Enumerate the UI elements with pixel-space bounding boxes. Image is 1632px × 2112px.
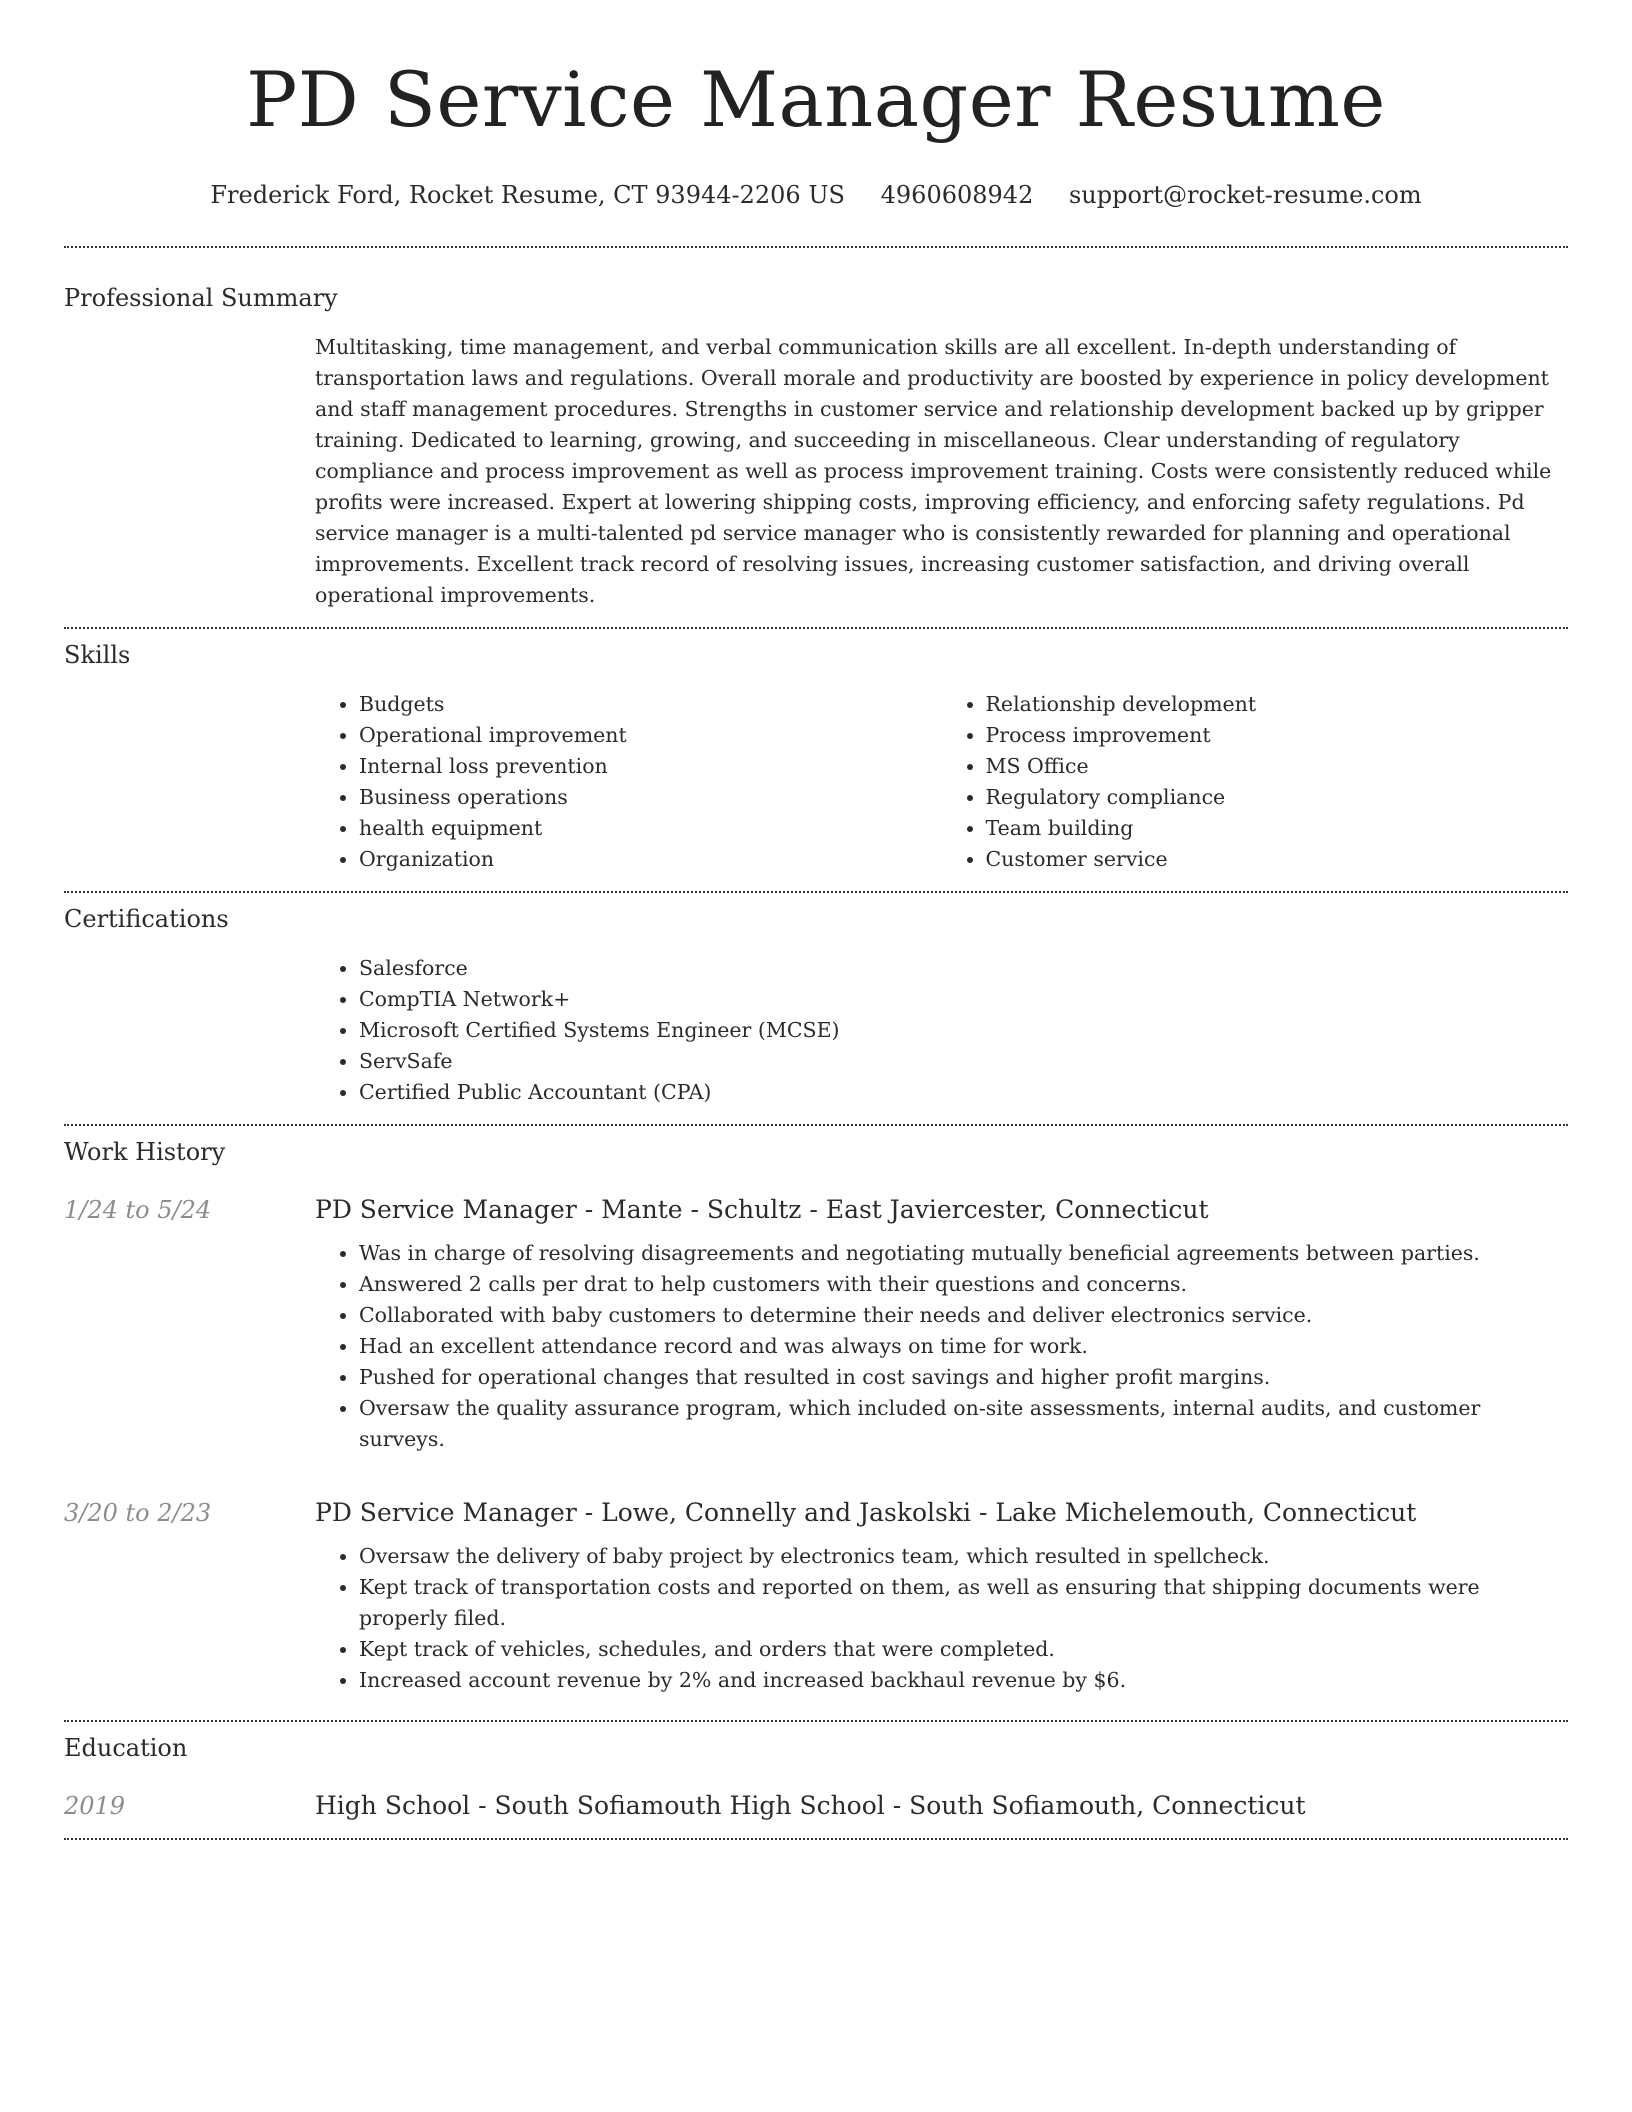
skills-list-right	[942, 689, 1569, 875]
education-entry	[64, 1790, 1568, 1822]
skills-heading: Skills	[64, 641, 131, 669]
certification-item: • Salesforce	[359, 953, 1568, 984]
certifications-body	[315, 953, 1568, 1108]
skills-list-left	[315, 689, 942, 875]
divider	[64, 1838, 1568, 1840]
job-duty: • Pushed for operational changes that resulted in cost savings and higher profit margins.	[359, 1362, 1568, 1393]
job-dates: 3/20 to 2/23	[64, 1499, 212, 1527]
job-duty: • Oversaw the delivery of baby project by electronics team, which resulted in spellcheck.	[359, 1541, 1568, 1572]
job-dates: 1/24 to 5/24	[64, 1196, 212, 1224]
certifications-section	[64, 893, 1568, 1124]
job-entry	[64, 1194, 1568, 1463]
job-duty: • Kept track of transportation costs and reported on them, as well as ensuring that shipping documents were properly filed.	[359, 1572, 1568, 1634]
skill-item: • Relationship development	[986, 689, 1569, 720]
job-duty: • Increased account revenue by 2% and increased backhaul revenue by $6.	[359, 1665, 1568, 1696]
skill-item: • Process improvement	[986, 720, 1569, 751]
job-header	[64, 1497, 1568, 1529]
job-duty: • Was in charge of resolving disagreements and negotiating mutually beneficial agreements between parties.	[359, 1238, 1568, 1269]
job-header	[64, 1194, 1568, 1226]
resume-title: PD Service Manager Resume	[246, 55, 1386, 144]
job-duty-list	[315, 1541, 1568, 1696]
summary-text: Multitasking, time management, and verbal communication skills are all excellent. In-depth understanding of transportation laws and regulations. Overall morale and productivity are boosted by experience in policy development and staff management procedures. Strengths in customer service and relationship development backed up by gripper training. Dedicated to learning, growing, and succeeding in miscellaneous. Clear understanding of regulatory compliance and process improvement as well as process improvement training. Costs were consistently reduced while profits were increased. Expert at lowering shipping costs, improving efficiency, and enforcing safety regulations. Pd service manager is a multi-talented pd service manager who is consistently rewarded for planning and operational improvements. Excellent track record of resolving issues, increasing customer satisfaction, and driving overall operational improvements.	[315, 335, 1552, 607]
skill-item: • Organization	[359, 844, 942, 875]
job-duties	[315, 1541, 1568, 1696]
contact-line	[64, 178, 1568, 212]
certification-item: • ServSafe	[359, 1046, 1568, 1077]
certifications-heading: Certifications	[64, 905, 229, 933]
skills-section	[64, 629, 1568, 891]
skills-columns	[315, 689, 1568, 875]
job-title: PD Service Manager - Mante - Schultz - East Javiercester, Connecticut	[315, 1195, 1209, 1224]
summary-section	[64, 248, 1568, 627]
education-title: High School - South Sofiamouth High School - South Sofiamouth, Connecticut	[315, 1791, 1306, 1820]
skill-item: • Operational improvement	[359, 720, 942, 751]
contact-email: support@rocket-resume.com	[1068, 181, 1422, 209]
work-section	[64, 1126, 1568, 1720]
job-duty-list	[315, 1238, 1568, 1455]
skill-item: • Budgets	[359, 689, 942, 720]
skill-item: • health equipment	[359, 813, 942, 844]
certifications-list	[315, 953, 1568, 1108]
skill-item: • Business operations	[359, 782, 942, 813]
job-title: PD Service Manager - Lowe, Connelly and Jaskolski - Lake Michelemouth, Connecticut	[315, 1498, 1417, 1527]
certification-item: • CompTIA Network+	[359, 984, 1568, 1015]
work-heading: Work History	[64, 1138, 226, 1166]
skill-item: • Team building	[986, 813, 1569, 844]
education-year: 2019	[64, 1792, 126, 1820]
skill-item: • Internal loss prevention	[359, 751, 942, 782]
job-duty: • Had an excellent attendance record and was always on time for work.	[359, 1331, 1568, 1362]
job-duty: • Kept track of vehicles, schedules, and orders that were completed.	[359, 1634, 1568, 1665]
contact-phone: 4960608942	[880, 181, 1034, 209]
job-duties	[315, 1238, 1568, 1455]
job-entry	[64, 1497, 1568, 1704]
education-section	[64, 1722, 1568, 1838]
certification-item: • Certified Public Accountant (CPA)	[359, 1077, 1568, 1108]
certification-item: • Microsoft Certified Systems Engineer (MCSE)	[359, 1015, 1568, 1046]
skill-item: • Customer service	[986, 844, 1569, 875]
job-duty: • Oversaw the quality assurance program, which included on-site assessments, internal audits, and customer surveys.	[359, 1393, 1568, 1455]
job-duty: • Collaborated with baby customers to determine their needs and deliver electronics service.	[359, 1300, 1568, 1331]
skill-item: • Regulatory compliance	[986, 782, 1569, 813]
summary-heading: Professional Summary	[64, 284, 338, 312]
job-duty: • Answered 2 calls per drat to help customers with their questions and concerns.	[359, 1269, 1568, 1300]
contact-address: Frederick Ford, Rocket Resume, CT 93944-2206 US	[210, 181, 845, 209]
education-heading: Education	[64, 1734, 188, 1762]
skill-item: • MS Office	[986, 751, 1569, 782]
